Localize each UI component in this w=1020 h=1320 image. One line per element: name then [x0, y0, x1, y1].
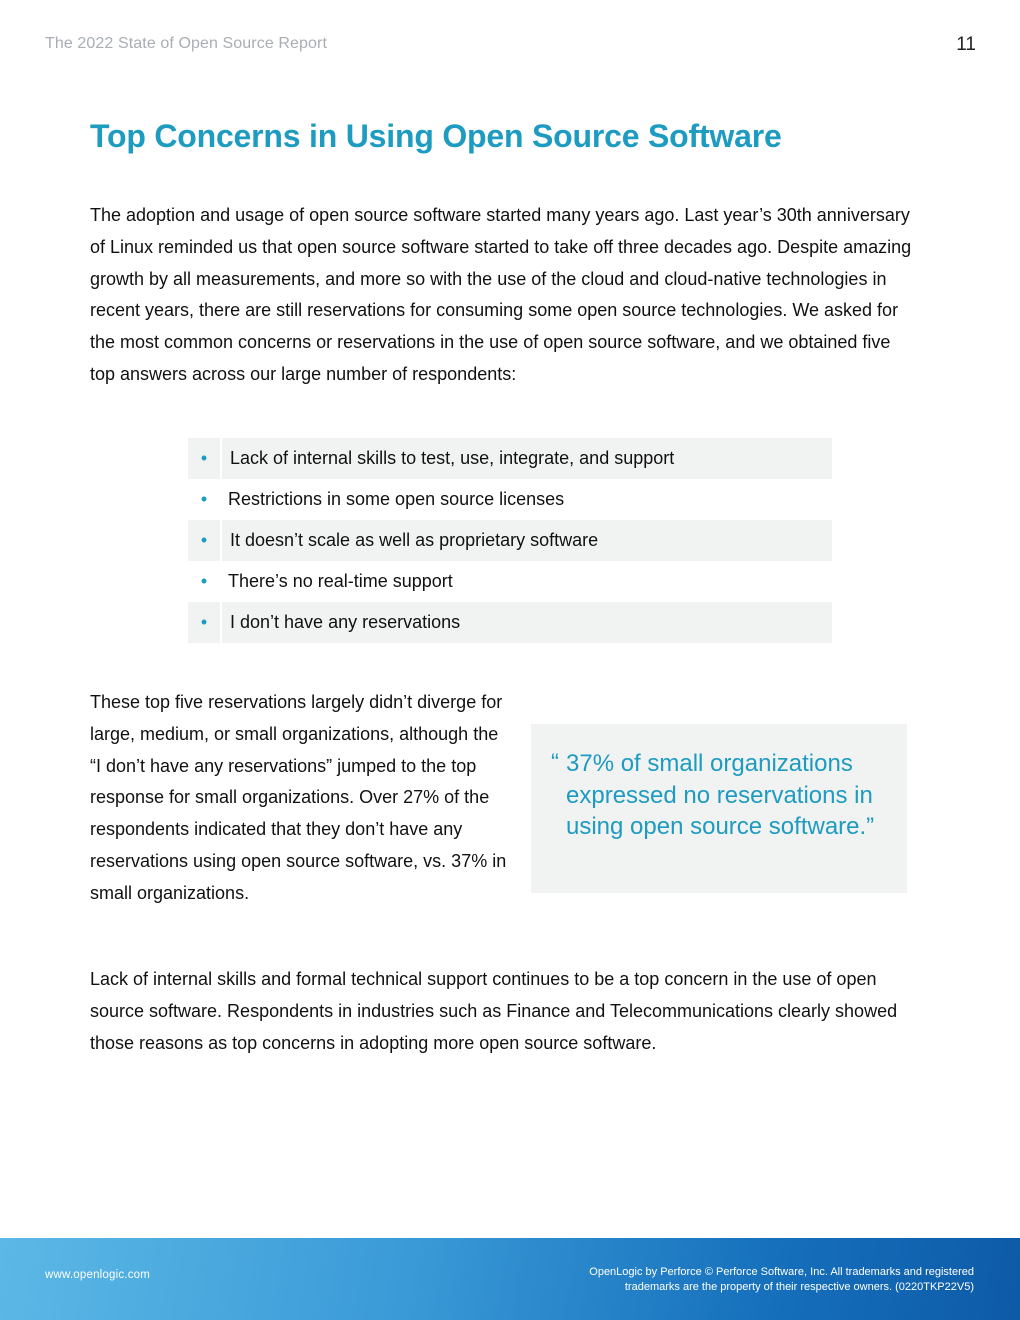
footer-bar	[0, 1238, 1020, 1320]
bullet-icon: •	[188, 520, 220, 561]
legal-line-1: OpenLogic by Perforce © Perforce Software, Inc. All trademarks and registered	[589, 1266, 974, 1278]
list-item-text: I don’t have any reservations	[220, 602, 832, 643]
list-item	[188, 520, 832, 561]
footer-legal-notice	[534, 1265, 974, 1295]
list-item-text: Restrictions in some open source licenses	[228, 489, 565, 509]
list-item-text: There’s no real-time support	[228, 571, 453, 591]
page-number: 11	[956, 34, 976, 55]
report-title: The 2022 State of Open Source Report	[45, 35, 327, 52]
findings-paragraph: These top five reservations largely didn’t diverge for large, medium, or small organizations, although the “I don’t have any reservations” jumped to the top response for small organizations. Over 27% of the respondents indicated that they don’t have any reservations using open source software, vs. 37% in small organizations.	[90, 692, 507, 903]
list-item	[188, 602, 832, 643]
pull-quote	[531, 724, 907, 893]
page-heading: Top Concerns in Using Open Source Software	[90, 118, 782, 154]
bullet-icon: •	[200, 571, 208, 591]
bullet-icon: •	[188, 438, 220, 479]
list-item-text: Lack of internal skills to test, use, integrate, and support	[220, 438, 832, 479]
list-item	[188, 438, 832, 479]
list-item	[188, 561, 832, 602]
intro-paragraph: The adoption and usage of open source software started many years ago. Last year’s 30th anniversary of Linux reminded us that open source software started to take off three decades ago. Despite amazing growth by all measurements, and more so with the use of the cloud and cloud-native technologies in recent years, there are still reservations for consuming some open source technologies. We asked for the most common concerns or reservations in the use of open source software, and we obtained five top answers across our large number of respondents:	[90, 205, 912, 384]
bullet-icon: •	[200, 489, 208, 509]
bullet-icon: •	[188, 602, 220, 643]
list-item-text: It doesn’t scale as well as proprietary software	[220, 520, 832, 561]
legal-line-2: trademarks are the property of their respective owners. (0220TKP22V5)	[624, 1281, 974, 1293]
open-quote-mark: “	[551, 749, 559, 776]
pull-quote-text: 37% of small organizations expressed no reservations in using open source software.”	[566, 750, 875, 840]
closing-paragraph: Lack of internal skills and formal technical support continues to be a top concern in the use of open source software. Respondents in industries such as Finance and Telecommunications clearly showed those reasons as top concerns in adopting more open source software.	[90, 969, 898, 1053]
footer-website-link[interactable]: www.openlogic.com	[45, 1269, 151, 1281]
concerns-list	[188, 438, 832, 643]
list-item	[188, 479, 832, 520]
